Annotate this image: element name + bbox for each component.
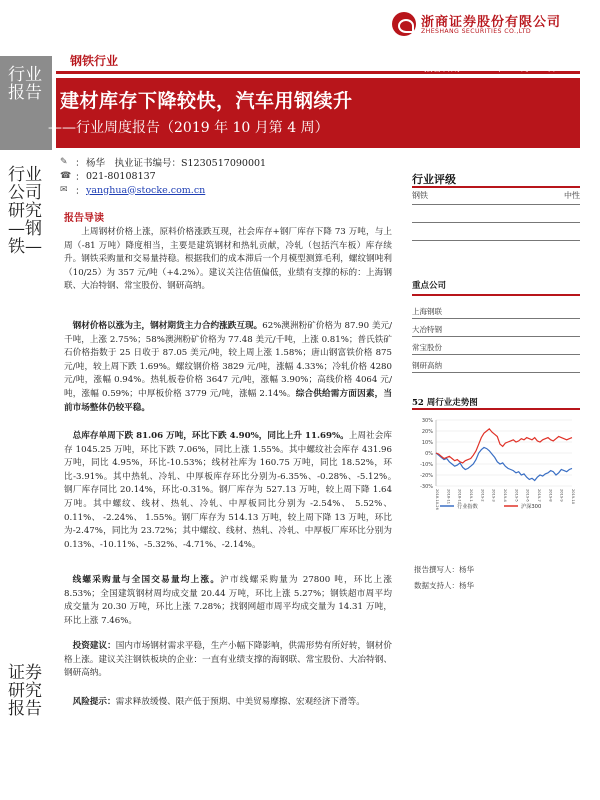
price-lead: 钢材价格以涨为主，钢材期货主力合约涨跌互现。: [72, 321, 263, 331]
invest-paragraph: [64, 640, 392, 681]
chart-x-tick-label: 2018-12: [457, 489, 462, 505]
trend-chart: [412, 414, 580, 514]
stocks-heading: 重点公司: [412, 281, 447, 291]
sidebar-report-type: 行业报告: [8, 65, 42, 103]
chart-y-tick-label: 30%: [421, 418, 433, 424]
chart-y-tick-label: 20%: [421, 429, 433, 435]
trade-body: 沪市线螺采购量为 27800 吨，环比上涨 8.53%；全国建筑钢材周均成交量 20.44 万吨，环比上涨 5.27%；钢铁超市周平均成交量为 20.30 万吨，环比上涨 7.28%；找钢网超市周平均成交量为 14.31 万吨，环比上涨 7.46%。: [64, 575, 392, 626]
stock-item: 常宝股份: [412, 343, 442, 352]
report-writer: 报告撰写人：杨华: [414, 565, 474, 574]
stock-item: 上海钢联: [412, 307, 442, 316]
rating-industry: 钢铁: [412, 191, 428, 200]
intro-paragraph: 上周钢材价格上涨，原料价格涨跌互现，社会库存+钢厂库存下降 73 万吨，与上周（-81 万吨）降度相当，主要是建筑钢材和热轧贡献，冷轧（包括汽车板）库存续升。钢铁采购量和交易量持稳。根据我们的成本滞后一个月模型测算毛利，螺纹钢吨利（10/25）为 357 元/吨（+4.2%）。建议关注估值偏低，业绩有支撑的标的：上海钢联、大冶特钢、常宝股份、钢研高纳。: [64, 227, 392, 292]
chart-x-tick-label: 2018-11: [446, 489, 451, 505]
risk-body: 需求释放缓慢、限产低于预期、中美贸易摩擦、宏观经济下滑等。: [115, 697, 365, 707]
rating-divider: [412, 222, 580, 223]
trend-chart-svg: [412, 414, 580, 514]
rating-divider: [412, 204, 580, 205]
chart-legend-label: 行业指数: [457, 504, 478, 510]
stocks-rule: [412, 294, 580, 296]
stock-divider: [412, 318, 580, 319]
chart-y-tick-label: 10%: [421, 440, 433, 446]
chart-x-tick-label: 2019-5: [514, 489, 519, 502]
phone-icon: ☎: [60, 171, 72, 181]
sidebar-report-type-block: [0, 56, 52, 150]
stock-divider: [412, 336, 580, 337]
pen-icon: ✎: [60, 157, 68, 167]
company-name-en: ZHESHANG SECURITIES CO.,LTD: [421, 28, 532, 35]
chart-x-tick-label: 2019-2: [480, 489, 485, 502]
analyst-phone-row: ☎ ： 021-80108137: [60, 170, 156, 183]
intro-heading: 报告导读: [64, 213, 104, 224]
chart-x-tick-label: 2019-8: [548, 489, 553, 502]
chart-x-tick-label: 2019-6: [525, 489, 530, 502]
chart-x-tick-label: 2019-9: [559, 489, 564, 502]
analyst-phone: 021-80108137: [86, 170, 156, 182]
chart-legend-label: 沪深300: [521, 504, 542, 510]
rating-divider: [412, 240, 580, 241]
chart-y-tick-label: -10%: [420, 462, 433, 468]
risk-paragraph: [64, 696, 392, 710]
trade-paragraph: [64, 574, 392, 628]
chart-rule: [412, 408, 580, 410]
chart-x-tick-label: 2019-4: [503, 489, 507, 502]
chart-y-tick-label: -20%: [420, 473, 433, 479]
company-name-cn: 浙商证券股份有限公司: [421, 15, 562, 30]
stock-body: 上周社会库存 1045.25 万吨，环比下跌 7.06%，同比上涨 1.55%。其中螺纹社会库存 431.96 万吨，同比 4.95%，环比-10.53%；线材社库为 160.75 万吨，同比 18.52%，环比-3.91%。其中热轧、冷轧、中厚板库存环比分别为-6.35%、-0.28%、-5.12%。 钢厂库存同比 20.14%，环比-0.31%。钢厂库存为 527.13 万吨，较上周下降 1.64 万吨。其中螺纹、线材、热轧、冷轧、中厚板同比分别为 -2.54%、 5.52%、 0.11%、 -2.24%、 1.55%。钢厂库存为 514.13 万吨，较上周下降 13 万吨，环比为-2.47%，同比为 23.72%；其中螺纹、线材、热轧、冷轧、中厚板厂库环比分别为 0.13%、-10.11%、-5.32%、-4.71%、-2.14%。: [64, 431, 401, 550]
rating-heading: 行业评级: [412, 173, 456, 186]
chart-x-tick-label: 2019-3: [491, 489, 496, 502]
analyst-name: 杨华 执业证书编号：S1230517090001: [86, 158, 267, 169]
analyst-email-link[interactable]: yanghua@stocke.com.cn: [86, 184, 206, 196]
chart-series-line: [436, 429, 572, 463]
stock-paragraph: [64, 430, 401, 552]
email-icon: ✉: [60, 185, 68, 195]
stock-divider: [412, 372, 580, 373]
price-paragraph: [64, 320, 392, 415]
analyst-name-row: ✎ ： 杨华 执业证书编号：S1230517090001: [60, 157, 267, 169]
chart-x-tick-label: 2019-1: [469, 489, 473, 502]
sidebar-footer: 证券研究报告: [8, 663, 42, 719]
company-logo-icon: [392, 12, 416, 36]
chart-x-tick-label: 2018-10-26: [435, 489, 439, 510]
invest-body: 国内市场钢材需求平稳，生产小幅下降影响，供需形势有所好转，钢材价格上涨。建议关注钢铁板块的企业：一直有业绩支撑的海钢联、常宝股份、大冶特钢、钢研高纳。: [64, 641, 392, 679]
price-body: 62%澳洲粉矿价格为 87.90 美元/千吨，上涨 2.75%；58%澳洲粉矿价格为 77.48 美元/千吨，上涨 0.81%；普氏铁矿石价格指数于 25 日收于 87.05 美元/吨，较上周上涨 1.58%；唐山钢富铁价格 875 元/吨，较上周下跌 1.69%。螺纹钢价格 3829 元/吨，涨幅 4.33%；冷轧价格 4280 元/吨，涨幅 0.94%。热轧板卷价格 3647 元/吨，涨幅 3.90%；高线价格 4064 元/吨，涨幅 0.59%；中厚板价格 3779 元/吨，涨幅 2.14%。: [64, 321, 392, 399]
chart-x-tick-label: 2019-7: [537, 489, 541, 502]
invest-lead: 投资建议：: [72, 641, 116, 651]
report-date: 报告日期：2019 年 10 月 27 日: [423, 64, 556, 74]
stock-item: 钢研高纳: [412, 361, 442, 370]
analyst-email-row: ✉ ： yanghua@stocke.com.cn: [60, 184, 206, 197]
stock-item: 大冶特钢: [412, 325, 442, 334]
chart-y-tick-label: -30%: [420, 484, 433, 490]
rating-row: [412, 190, 580, 201]
data-supporter: 数据支持人：杨华: [414, 581, 474, 590]
chart-y-tick-label: 0%: [425, 451, 433, 457]
sector-label: 钢铁行业: [70, 54, 119, 68]
rating-value: 中性: [564, 191, 580, 200]
rating-rule: [412, 186, 580, 188]
stock-divider: [412, 354, 580, 355]
chart-x-tick-label: 2019-10: [571, 489, 575, 505]
trade-lead: 线螺采购量与全国交易量均上涨。: [72, 575, 221, 585]
report-title: 建材库存下降较快，汽车用钢续升: [60, 90, 353, 112]
report-subtitle: ——行业周度报告（2019 年 10 月第 4 周）: [48, 120, 329, 136]
sidebar-category: 行业公司研究—钢铁—: [8, 165, 42, 257]
risk-lead: 风险提示：: [72, 697, 116, 707]
price-tail: 综合供给需方面因素，当前市场整体仍较平稳。: [64, 388, 392, 413]
stock-lead: 总库存单周下跌 81.06 万吨，环比下跌 4.90%，同比上升 11.69%。: [72, 431, 349, 441]
chart-title: 52 周行业走势图: [412, 398, 478, 408]
